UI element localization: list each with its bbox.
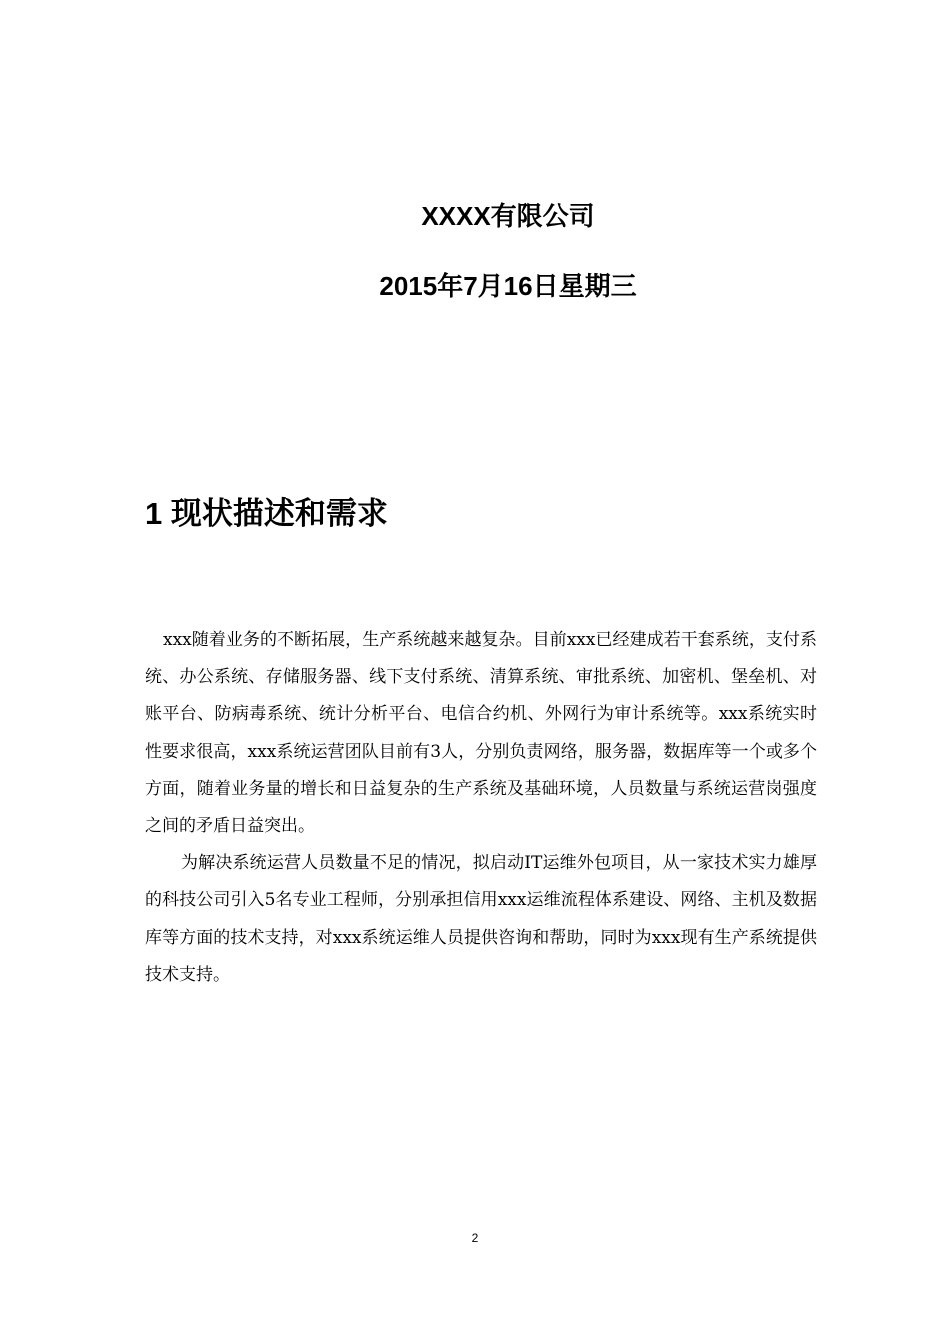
paragraph-status: xxx随着业务的不断拓展，生产系统越来越复杂。目前xxx已经建成若干套系统，支付系统、办公系统、存储服务器、线下支付系统、清算系统、审批系统、加密机、堡垒机、对账平台、防病毒系统、统计分析平台、电信合约机、外网行为审计系统等。xxx系统实时性要求很高，xxx系统运营团队目前有3人，分别负责网络，服务器，数据库等一个或多个方面，随着业务量的增长和日益复杂的生产系统及基础环境，人员数量与系统运营岗强度之间的矛盾日益突出。	[145, 630, 817, 837]
company-name: XXXX有限公司	[421, 201, 595, 231]
body-text	[145, 622, 817, 994]
document-date: 2015年7月16日星期三	[379, 271, 637, 301]
paragraph-solution: 为解决系统运营人员数量不足的情况，拟启动IT运维外包项目，从一家技术实力雄厚的科技公司引入5名专业工程师，分别承担信用xxx运维流程体系建设、网络、主机及数据库等方面的技术支持，对xxx系统运维人员提供咨询和帮助，同时为xxx现有生产系统提供技术支持。	[145, 853, 817, 985]
page-number: 2	[471, 1231, 479, 1245]
section-heading: 1 现状描述和需求	[145, 496, 388, 531]
